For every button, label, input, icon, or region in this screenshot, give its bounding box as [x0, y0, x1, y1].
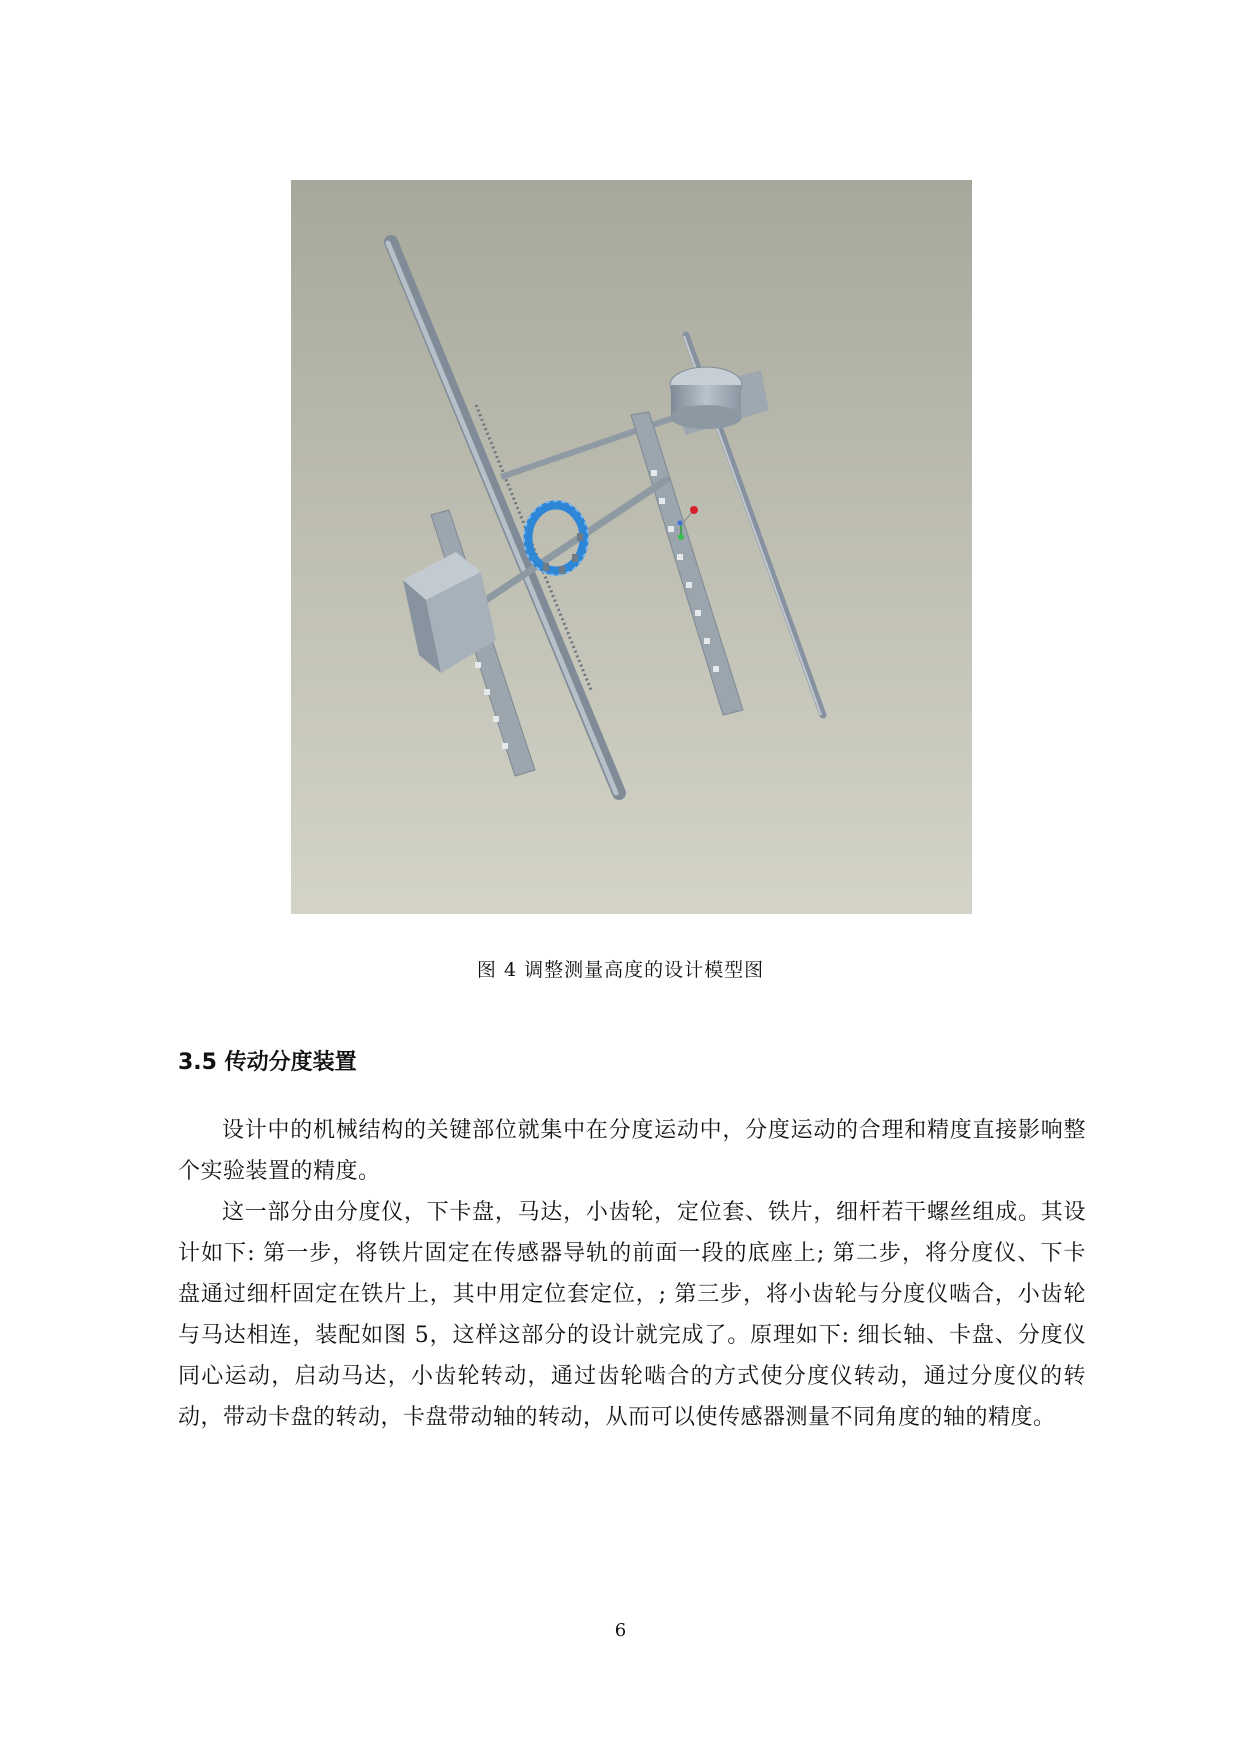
cad-model-drawing	[291, 180, 972, 914]
paragraph: 这一部分由分度仪，下卡盘，马达，小齿轮，定位套、铁片，细杆若干螺丝组成。其设计如下: 第一步，将铁片固定在传感器导轨的前面一段的底座上; 第二步，将分度仪、下卡盘通过细杆固定在铁片上，其中用定位套定位，; 第三步，将小齿轮与分度仪啮合，小齿轮与马达相连，装配如图 5，这样这部分的设计就完成了。原理如下: 细长轴、卡盘、分度仪同心运动，启动马达，小齿轮转动，通过齿轮啮合的方式使分度仪转动，通过分度仪的转动，带动卡盘的转动，卡盘带动轴的转动，从而可以使传感器测量不同角度的轴的精度。	[178, 1200, 1086, 1430]
paragraph: 设计中的机械结构的关键部位就集中在分度运动中，分度运动的合理和精度直接影响整个实验装置的精度。	[178, 1118, 1086, 1184]
top-motor	[670, 367, 769, 435]
cad-model-figure	[291, 180, 972, 914]
body-text	[178, 1110, 1086, 1438]
page-number: 6	[614, 1620, 627, 1641]
section-heading: 3.5 传动分度装置	[178, 1050, 357, 1075]
figure-caption: 图 4 调整测量高度的设计模型图	[476, 959, 765, 981]
index-gear	[524, 501, 588, 575]
middle-plate	[631, 412, 743, 715]
